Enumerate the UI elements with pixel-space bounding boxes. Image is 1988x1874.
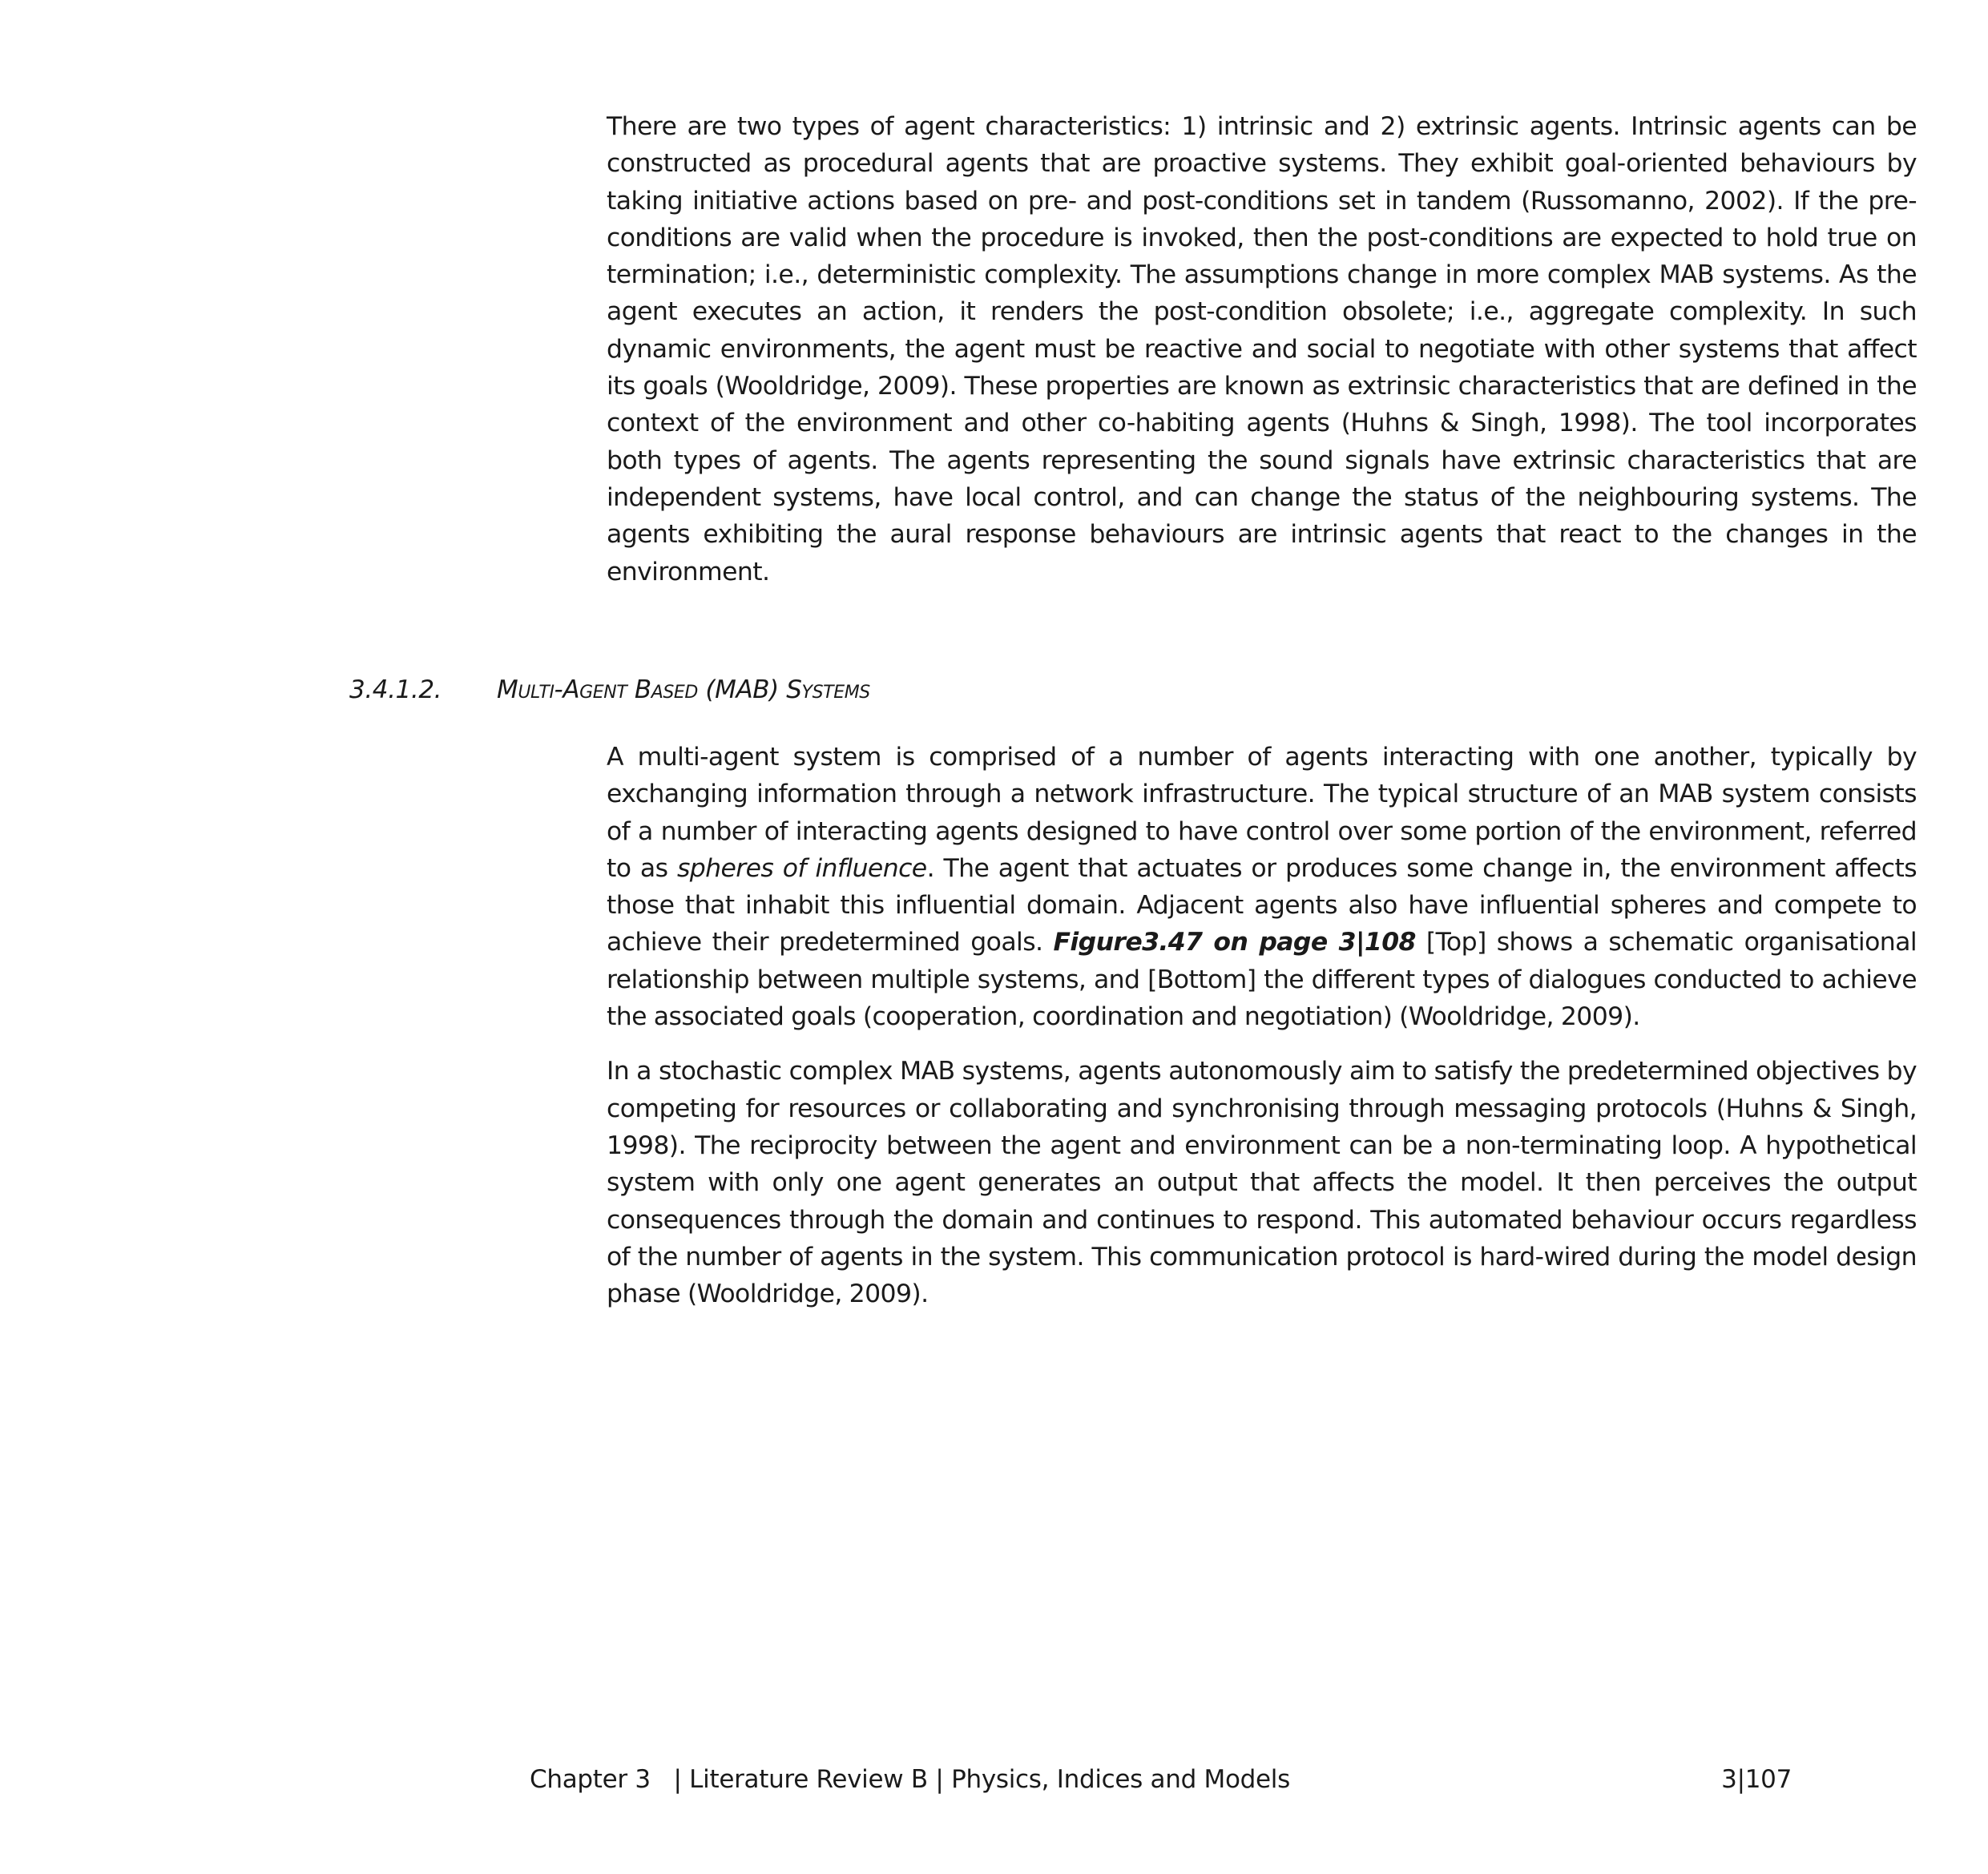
footer-chapter: Chapter 3 | Literature Review B | Physics, Indices and Models: [530, 1765, 1290, 1794]
emphasis-text: spheres of influence: [676, 853, 927, 883]
section-heading: [349, 671, 870, 708]
page-number: 3|107: [1721, 1765, 1792, 1794]
section-body: [607, 739, 1917, 1312]
paragraph-text-part: A multi-agent system is comprised of a number of agents interacting with one another, typically by exchanging information through a network infrastructure. The typical structure of an MAB system consists of a number of interacting agents designed to have control over some portion of the environment, referred to as: [607, 743, 1917, 883]
paragraph-text-part: [Top] shows a schematic organisational relationship between multiple systems, and [Bottom] the different types of dialogues conducted to achieve the associated goals (cooperation, coordination and negotiation) (Wooldridge, 2009).: [607, 928, 1917, 1032]
section-title: Multi-Agent Based (MAB) Systems: [497, 675, 870, 704]
paragraph-multi-agent-system: [607, 739, 1917, 1035]
page-footer: [530, 1761, 1792, 1798]
paragraph-text-part: . The agent that actuates or produces some change in, the environment affects those that inhabit this influential domain. Adjacent agents also have influential spheres and compete to achieve their predetermined goals.: [607, 853, 1917, 957]
figure-reference-link[interactable]: Figure3.47 on page 3|108: [1053, 928, 1416, 957]
paragraph-agent-characteristics: [607, 108, 1917, 590]
paragraph-stochastic-systems: In a stochastic complex MAB systems, agents autonomously aim to satisfy the predetermined objectives by competing for resources or collaborating and synchronising through messaging protocols (Huhns & Singh, 1998). The reciprocity between the agent and environment can be a non-terminating loop. A hypothetical system with only one agent generates an output that affects the model. It then perceives the output consequences through the domain and continues to respond. This automated behaviour occurs regardless of the number of agents in the system. This communication protocol is hard-wired during the model design phase (Wooldridge, 2009).: [607, 1057, 1917, 1309]
section-number: 3.4.1.2.: [349, 675, 442, 704]
paragraph-text: There are two types of agent characteristics: 1) intrinsic and 2) extrinsic agents. Intrinsic agents can be constructed as procedural agents that are proactive systems. They exhibit goal-oriented behaviours by taking initiative actions based on pre- and post-conditions set in tandem (Russomanno, 2002). If the pre-conditions are valid when the procedure is invoked, then the post-conditions are expected to hold true on termination; i.e., deterministic complexity. The assumptions change in more complex MAB systems. As the agent executes an action, it renders the post-condition obsolete; i.e., aggregate complexity. In such dynamic environments, the agent must be reactive and social to negotiate with other systems that affect its goals (Wooldridge, 2009). These properties are known as extrinsic characteristics that are defined in the context of the environment and other co-habiting agents (Huhns & Singh, 1998). The tool incorporates both types of agents. The agents representing the sound signals have extrinsic characteristics that are independent systems, have local control, and can change the status of the neighbouring systems. The agents exhibiting the aural response behaviours are intrinsic agents that react to the changes in the environment.: [607, 112, 1917, 586]
